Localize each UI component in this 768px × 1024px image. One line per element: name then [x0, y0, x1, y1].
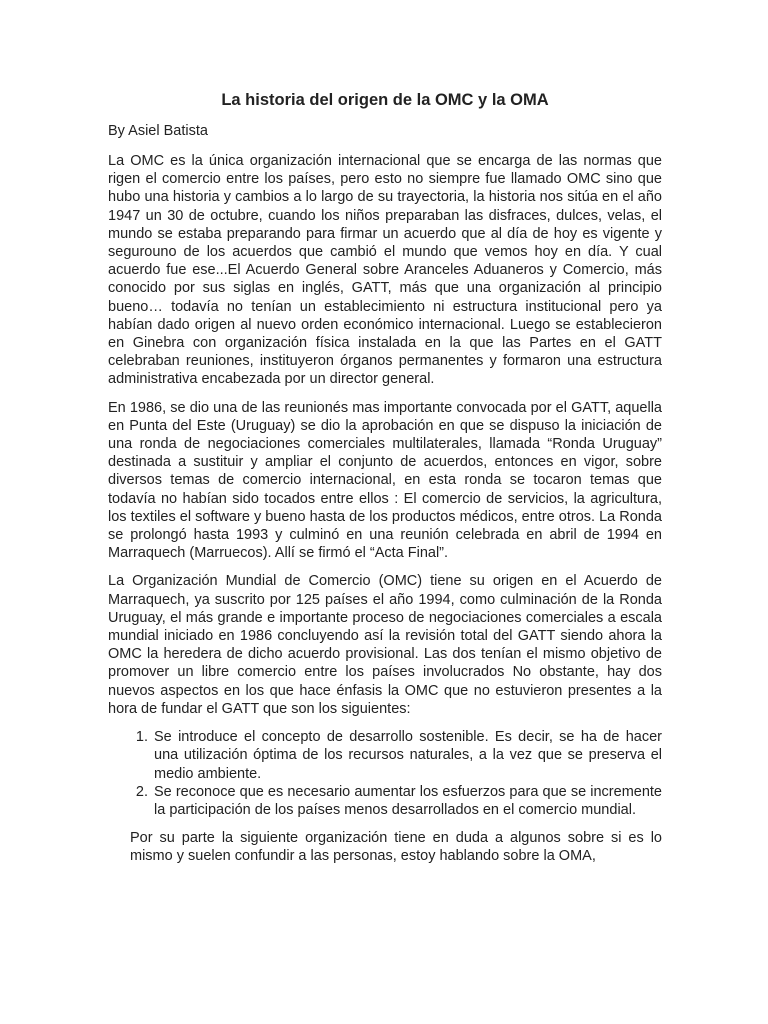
paragraph-1: La OMC es la única organización internacional que se encarga de las normas que rigen el comercio entre los países, pero esto no siempre fue llamado OMC sino que hubo una historia y cambios a lo largo de su trayectoria, la historia nos sitúa en el año 1947 un 30 de octubre, cuando los niños preparaban las disfraces, dulces, velas, el mundo se estaba preparando para firmar un acuerdo que al día de hoy es vigente y segurouno de los acuerdos que cambió el mundo que vemos hoy en día. Y cual acuerdo fue ese...El Acuerdo General sobre Aranceles Aduaneros y Comercio, más conocido por sus siglas en inglés, GATT, más que una organización al principio bueno… todavía no tenían un establecimiento ni estructura institucional pero ya habían dado origen al nuevo orden económico internacional. Luego se establecieron en Ginebra con organización física instalada en la que las Partes en el GATT celebraban reuniones, instituyeron órganos permanentes y formaron una estructura administrativa encabezada por un director general.: [108, 153, 662, 388]
document-title: La historia del origen de la OMC y la OMA: [221, 91, 549, 109]
numbered-list: [108, 728, 662, 819]
paragraph-2: En 1986, se dio una de las reunionés mas importante convocada por el GATT, aquella en Punta del Este (Uruguay) se dio la aprobación en que se dispuso la iniciación de una ronda de negociaciones comerciales multilaterales, llamada “Ronda Uruguay” destinada a sustituir y ampliar el conjunto de acuerdos, entonces en vigor, sobre diversos temas de comercio internacional, en esta ronda se tocaron temas que todavía no habían sido tocados entre ellos : El comercio de servicios, la agricultura, los textiles el software y bueno hasta de los productos médicos, entre otros. La Ronda se prolongó hasta 1993 y culminó en una reunión celebrada en abril de 1994 en Marraquech (Marruecos). Allí se firmó el “Acta Final”.: [108, 399, 662, 562]
author-byline: By Asiel Batista: [108, 123, 208, 139]
closing-paragraph: Por su parte la siguiente organización tiene en duda a algunos sobre si es lo mismo y suelen confundir a las personas, estoy hablando sobre la OMA,: [130, 830, 662, 865]
list-item: 2. Se reconoce que es necesario aumentar los esfuerzos para que se incremente la participación de los países menos desarrollados en el comercio mundial.: [152, 783, 662, 819]
paragraph-3: La Organización Mundial de Comercio (OMC) tiene su origen en el Acuerdo de Marraquech, ya suscrito por 125 países el año 1994, como culminación de la Ronda Uruguay, el más grande e importante proceso de negociaciones comerciales a escala mundial iniciado en 1986 concluyendo así la revisión total del GATT siendo ahora la OMC la heredera de dicho acuerdo provisional. Las dos tenían el mismo objetivo de promover un libre comercio entre los países involucrados No obstante, hay dos nuevos aspectos en los que hace énfasis la OMC que no estuvieron presentes a la hora de fundar el GATT que son los siguientes:: [108, 573, 662, 717]
list-item: 1. Se introduce el concepto de desarrollo sostenible. Es decir, se ha de hacer una utilización óptima de los recursos naturales, a la vez que se preserva el medio ambiente.: [152, 728, 662, 783]
